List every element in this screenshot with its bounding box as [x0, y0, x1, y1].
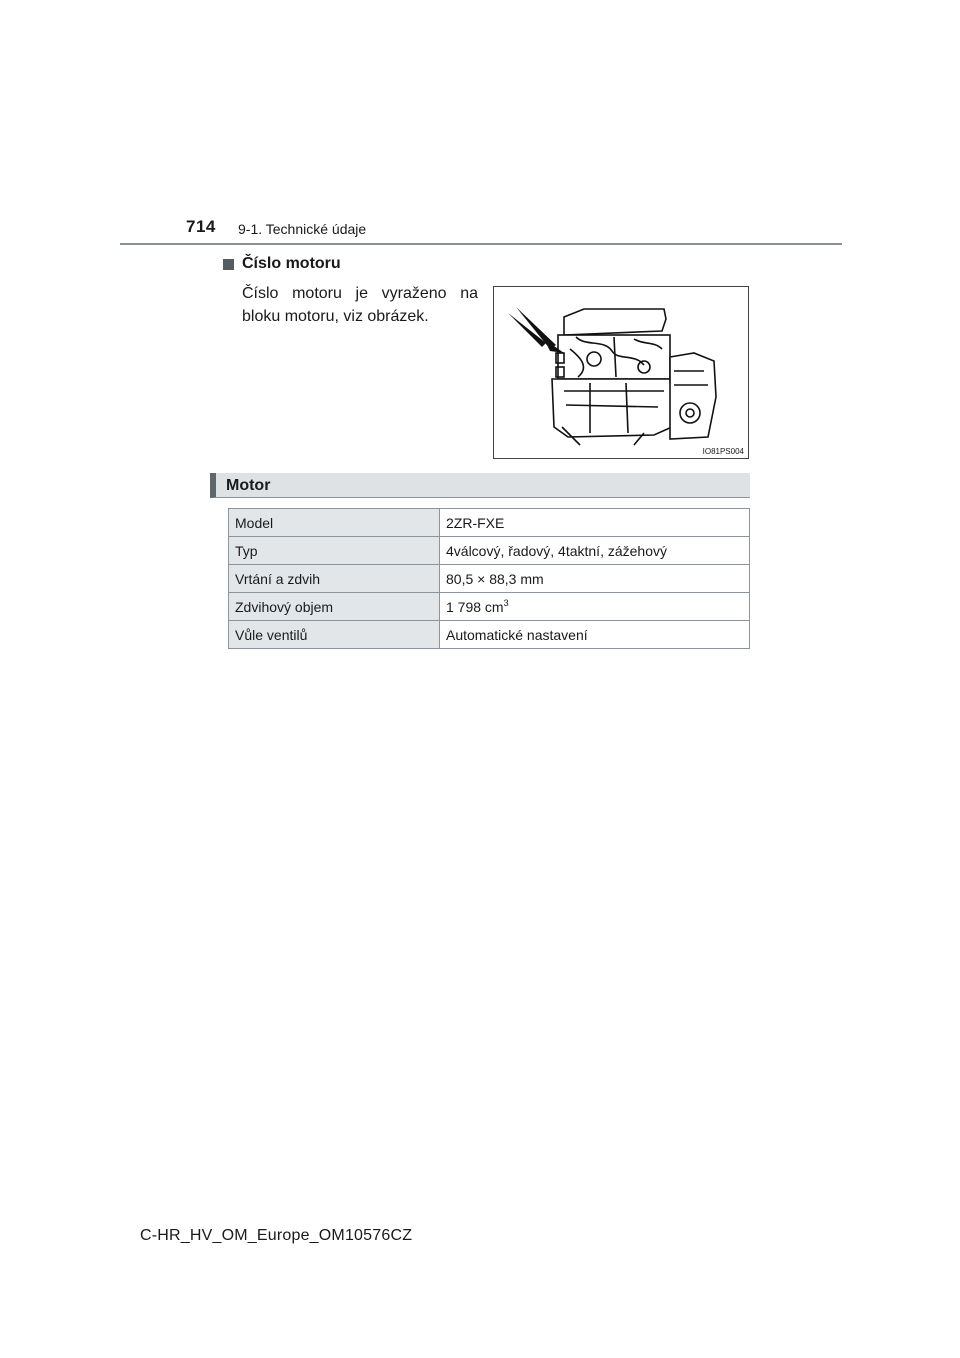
section-heading-text: Číslo motoru	[242, 255, 341, 272]
spec-superscript: 3	[503, 598, 509, 608]
spec-label: Zdvihový objem	[229, 593, 440, 621]
spec-value: 2ZR-FXE	[440, 509, 750, 537]
spec-label: Vůle ventilů	[229, 621, 440, 649]
table-row	[229, 593, 750, 621]
table-row	[229, 621, 750, 649]
spec-value: Automatické nastavení	[440, 621, 750, 649]
table-title-bar	[210, 473, 750, 498]
engine-spec-table	[228, 508, 750, 649]
page-number: 714	[186, 217, 216, 236]
spec-value: 4válcový, řadový, 4taktní, zážehový	[440, 537, 750, 565]
spec-value: 80,5 × 88,3 mm	[440, 565, 750, 593]
table-row	[229, 565, 750, 593]
chapter-title: 9-1. Technické údaje	[238, 221, 367, 237]
engine-figure	[493, 286, 749, 459]
figure-code: IO81PS004	[702, 447, 744, 456]
document-footer-id: C-HR_HV_OM_Europe_OM10576CZ	[140, 1227, 413, 1244]
table-row	[229, 537, 750, 565]
spec-label: Typ	[229, 537, 440, 565]
spec-label: Model	[229, 509, 440, 537]
section-body-text: Číslo motoru je vyraženo na bloku motoru, viz obrázek.	[242, 285, 478, 325]
spec-value: 1 798 cm	[446, 599, 504, 615]
engine-illustration-icon	[494, 287, 748, 458]
section-heading	[223, 255, 341, 273]
header-divider	[120, 243, 842, 245]
table-title: Motor	[226, 477, 271, 494]
spec-label: Vrtání a zdvih	[229, 565, 440, 593]
spec-value-cell	[440, 593, 750, 621]
square-bullet-icon	[223, 259, 234, 270]
table-row	[229, 509, 750, 537]
